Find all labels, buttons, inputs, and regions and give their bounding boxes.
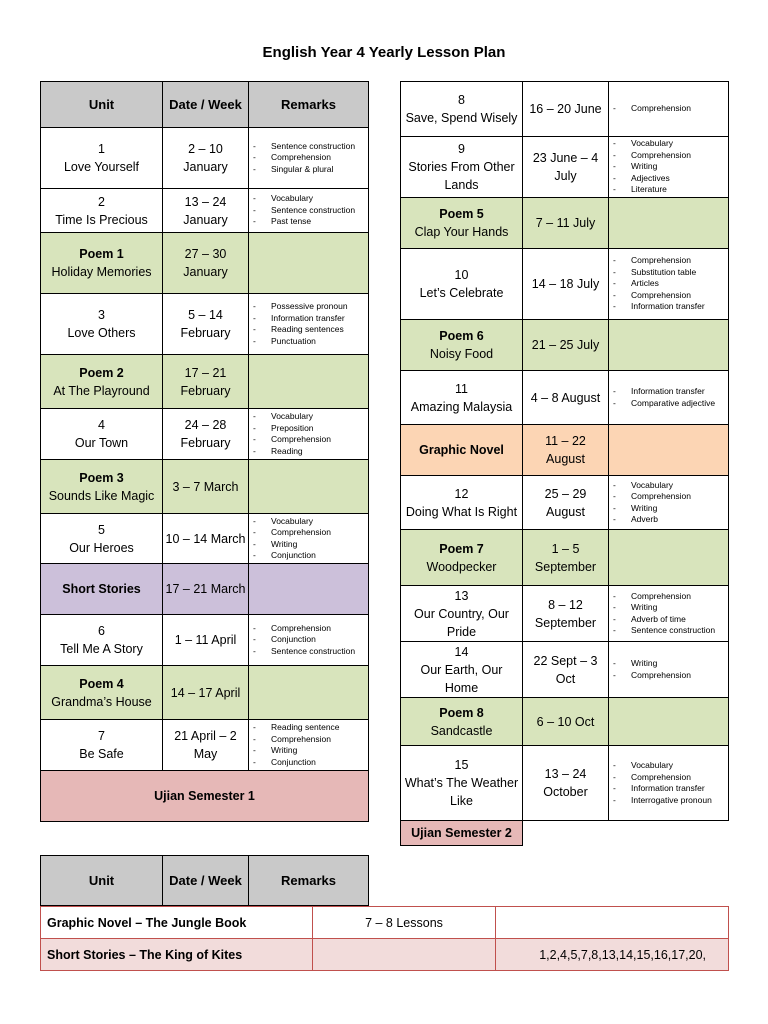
unit-number: 5	[98, 522, 105, 537]
remarks-cell	[249, 460, 369, 514]
remark-item: - Comprehension	[253, 152, 366, 164]
unit-cell	[401, 586, 523, 642]
remark-item: - Sentence construction	[253, 141, 366, 153]
bottom-header-table	[40, 855, 369, 906]
bottom-remarks-header: Remarks	[249, 856, 369, 906]
remark-item: - Writing	[613, 161, 726, 173]
remark-item: - Conjunction	[253, 634, 366, 646]
unit-title: What’s The Weather Like	[404, 776, 519, 808]
unit-title: Our Country, Our Pride	[414, 606, 509, 639]
unit-number: 9	[458, 142, 465, 156]
unit-cell	[41, 615, 163, 666]
remark-item: - Comprehension	[253, 623, 366, 635]
unit-title: Noisy Food	[429, 347, 494, 361]
unit-title: Our Earth, Our Home	[420, 662, 503, 695]
remark-item: - Conjunction	[253, 550, 366, 562]
remark-item: - Conjunction	[253, 757, 366, 769]
remark-item: - Writing	[613, 658, 726, 670]
remarks-cell	[609, 198, 729, 249]
remarks-cell	[249, 564, 369, 615]
date-cell: 17 – 21 March	[163, 564, 249, 615]
remark-item: - Information transfer	[613, 301, 726, 313]
unit-title: Grandma’s House	[51, 694, 152, 709]
remark-item: - Vocabulary	[613, 760, 726, 772]
literature-lessons: 7 – 8 Lessons	[313, 907, 496, 939]
literature-lessons	[313, 939, 496, 971]
date-cell: 22 Sept – 3 Oct	[523, 642, 609, 698]
remarks-cell	[609, 371, 729, 425]
unit-title: Woodpecker	[426, 559, 497, 574]
remark-item: - Adverb	[613, 514, 726, 526]
remark-item: - Information transfer	[613, 783, 726, 795]
literature-units: 1,2,4,5,7,8,13,14,15,16,17,20,	[496, 939, 729, 971]
remarks-list	[613, 386, 726, 409]
lesson-row	[401, 82, 729, 137]
unit-title: Our Town	[74, 436, 129, 450]
lesson-row	[401, 642, 729, 698]
date-cell: 8 – 12 September	[523, 586, 609, 642]
unit-number: 13	[454, 588, 469, 603]
unit-cell	[41, 666, 163, 720]
remarks-list	[613, 658, 726, 681]
date-cell: 17 – 21 February	[163, 355, 249, 409]
unit-number: Short Stories	[62, 582, 141, 596]
right-lesson-table	[400, 81, 729, 846]
unit-title: Amazing Malaysia	[410, 399, 513, 414]
remarks-cell	[609, 249, 729, 320]
unit-number: Poem 5	[439, 207, 484, 221]
unit-title: Time Is Precious	[55, 212, 148, 227]
date-cell: 1 – 11 April	[163, 615, 249, 666]
unit-cell	[41, 514, 163, 564]
unit-number: Poem 1	[79, 247, 124, 261]
unit-number: 3	[98, 308, 105, 322]
remarks-cell	[609, 425, 729, 476]
remark-item: - Literature	[613, 184, 726, 196]
remarks-list	[613, 138, 726, 196]
remark-item: - Sentence construction	[613, 625, 726, 637]
date-cell: 6 – 10 Oct	[523, 698, 609, 746]
lesson-row	[401, 425, 729, 476]
unit-cell	[41, 409, 163, 460]
remarks-header: Remarks	[249, 82, 369, 128]
lesson-row	[41, 771, 369, 822]
remarks-cell	[609, 137, 729, 198]
lesson-row	[41, 355, 369, 409]
lesson-row	[401, 371, 729, 425]
date-header: Date / Week	[163, 82, 249, 128]
remarks-list	[613, 103, 726, 115]
unit-cell	[401, 371, 523, 425]
empty-cell	[523, 821, 729, 846]
remarks-cell	[609, 586, 729, 642]
remark-item: - Writing	[253, 745, 366, 757]
unit-title: Let’s Celebrate	[419, 286, 504, 300]
remark-item: - Information transfer	[253, 313, 366, 325]
remark-item: - Comprehension	[253, 434, 366, 446]
unit-number: 8	[458, 93, 465, 107]
remark-item: - Comprehension	[253, 734, 366, 746]
unit-number: 4	[98, 418, 105, 432]
unit-title: Be Safe	[79, 747, 124, 761]
unit-number: 1	[98, 142, 105, 156]
bottom-unit-header: Unit	[41, 856, 163, 906]
lesson-row	[41, 514, 369, 564]
date-cell: 14 – 17 April	[163, 666, 249, 720]
lesson-row	[41, 460, 369, 514]
unit-cell	[401, 530, 523, 586]
literature-title: Graphic Novel – The Jungle Book	[41, 907, 313, 939]
date-cell: 2 – 10 January	[163, 128, 249, 189]
literature-title: Short Stories – The King of Kites	[41, 939, 313, 971]
remarks-cell	[609, 530, 729, 586]
lesson-row	[401, 249, 729, 320]
unit-number: Poem 3	[79, 470, 124, 485]
lesson-row	[41, 720, 369, 771]
remarks-list	[613, 480, 726, 526]
unit-cell	[41, 564, 163, 615]
remark-item: - Comprehension	[613, 290, 726, 302]
remarks-list	[613, 591, 726, 637]
date-cell: 21 April – 2 May	[163, 720, 249, 771]
unit-cell	[401, 198, 523, 249]
unit-title: Save, Spend Wisely	[405, 111, 518, 125]
unit-cell	[41, 460, 163, 514]
remarks-cell	[609, 476, 729, 530]
left-lesson-table	[40, 81, 369, 822]
unit-number: Poem 6	[439, 329, 484, 343]
unit-number: 11	[455, 381, 468, 396]
unit-cell	[401, 425, 523, 476]
date-cell: 4 – 8 August	[523, 371, 609, 425]
unit-number: Graphic Novel	[419, 443, 504, 457]
date-cell: 21 – 25 July	[523, 320, 609, 371]
remark-item: - Reading sentences	[253, 324, 366, 336]
remarks-cell	[249, 615, 369, 666]
exam-cell: Ujian Semester 2	[401, 821, 523, 846]
remark-item: - Comprehension	[613, 772, 726, 784]
remarks-cell	[609, 82, 729, 137]
date-cell: 13 – 24 October	[523, 746, 609, 821]
unit-number: 10	[454, 268, 469, 282]
remarks-cell	[249, 294, 369, 355]
lesson-row	[401, 137, 729, 198]
remark-item: - Interrogative pronoun	[613, 795, 726, 807]
remarks-cell	[249, 233, 369, 294]
remark-item: - Vocabulary	[253, 193, 366, 205]
unit-cell	[41, 355, 163, 409]
remark-item: - Vocabulary	[253, 516, 366, 528]
unit-title: Clap Your Hands	[414, 225, 509, 239]
lesson-row	[401, 698, 729, 746]
exam-cell: Ujian Semester 1	[41, 771, 369, 822]
unit-cell	[401, 137, 523, 198]
lesson-row	[401, 198, 729, 249]
unit-title: Our Heroes	[69, 540, 134, 555]
remarks-cell	[249, 355, 369, 409]
remarks-list	[253, 623, 366, 658]
remark-item: - Writing	[613, 503, 726, 515]
unit-title: Tell Me A Story	[60, 642, 143, 656]
remark-item: - Vocabulary	[613, 138, 726, 150]
unit-cell	[401, 476, 523, 530]
remark-item: - Comprehension	[613, 150, 726, 162]
remark-item: - Sentence construction	[253, 205, 366, 217]
remark-item: - Writing	[613, 602, 726, 614]
remark-item: - Comprehension	[613, 591, 726, 603]
unit-cell	[41, 720, 163, 771]
date-cell: 7 – 11 July	[523, 198, 609, 249]
remarks-cell	[249, 189, 369, 233]
date-cell: 27 – 30 January	[163, 233, 249, 294]
unit-title: Stories From Other Lands	[408, 160, 515, 192]
literature-row-short-stories	[41, 939, 729, 971]
remarks-cell	[249, 409, 369, 460]
unit-title: Love Others	[67, 326, 136, 340]
remark-item: - Reading	[253, 446, 366, 458]
remarks-list	[253, 722, 366, 768]
unit-number: 7	[98, 729, 105, 743]
remark-item: - Comprehension	[613, 103, 726, 115]
remark-item: - Articles	[613, 278, 726, 290]
remark-item: - Comprehension	[613, 670, 726, 682]
literature-table	[40, 906, 729, 971]
unit-cell	[41, 233, 163, 294]
remarks-cell	[609, 746, 729, 821]
remark-item: - Adjectives	[613, 173, 726, 185]
lesson-row	[41, 666, 369, 720]
literature-units	[496, 907, 729, 939]
remarks-cell	[609, 320, 729, 371]
lesson-row	[401, 586, 729, 642]
unit-header: Unit	[41, 82, 163, 128]
lesson-row	[41, 189, 369, 233]
remark-item: - Substitution table	[613, 267, 726, 279]
lesson-row	[401, 320, 729, 371]
unit-number: Poem 2	[79, 365, 124, 380]
bottom-header-row	[41, 856, 369, 906]
remark-item: - Preposition	[253, 423, 366, 435]
date-cell: 5 – 14 February	[163, 294, 249, 355]
remark-item: - Comprehension	[613, 491, 726, 503]
header-row	[41, 82, 369, 128]
remarks-cell	[249, 666, 369, 720]
unit-cell	[41, 294, 163, 355]
remark-item: - Vocabulary	[253, 411, 366, 423]
remarks-cell	[249, 720, 369, 771]
remark-item: - Writing	[253, 539, 366, 551]
page-title: English Year 4 Yearly Lesson Plan	[262, 44, 506, 61]
lesson-row	[401, 476, 729, 530]
remark-item: - Comprehension	[253, 527, 366, 539]
unit-number: 15	[454, 758, 469, 772]
remark-item: - Comparative adjective	[613, 398, 726, 410]
lesson-row	[401, 746, 729, 821]
remarks-list	[253, 193, 366, 228]
lesson-row	[41, 233, 369, 294]
remarks-list	[613, 760, 726, 806]
unit-number: 12	[454, 486, 469, 501]
date-cell: 1 – 5 September	[523, 530, 609, 586]
date-cell: 3 – 7 March	[163, 460, 249, 514]
unit-number: Poem 8	[439, 705, 484, 720]
unit-cell	[401, 82, 523, 137]
date-cell: 24 – 28 February	[163, 409, 249, 460]
remark-item: - Past tense	[253, 216, 366, 228]
unit-number: 6	[98, 624, 105, 638]
date-cell: 25 – 29 August	[523, 476, 609, 530]
unit-cell	[401, 698, 523, 746]
date-cell: 14 – 18 July	[523, 249, 609, 320]
remarks-cell	[249, 128, 369, 189]
date-cell: 10 – 14 March	[163, 514, 249, 564]
remark-item: - Sentence construction	[253, 646, 366, 658]
unit-number: 2	[98, 194, 105, 209]
lesson-row	[41, 564, 369, 615]
date-cell: 11 – 22 August	[523, 425, 609, 476]
unit-title: Love Yourself	[63, 160, 140, 174]
literature-row-graphic-novel	[41, 907, 729, 939]
lesson-row	[401, 821, 729, 846]
remarks-list	[253, 141, 366, 176]
date-cell: 13 – 24 January	[163, 189, 249, 233]
unit-number: 14	[454, 644, 469, 659]
unit-title: At The Playround	[53, 383, 150, 398]
remark-item: - Information transfer	[613, 386, 726, 398]
remarks-list	[253, 411, 366, 457]
unit-title: Holiday Memories	[51, 265, 152, 279]
remark-item: - Possessive pronoun	[253, 301, 366, 313]
remarks-list	[253, 301, 366, 347]
remark-item: - Singular & plural	[253, 164, 366, 176]
remarks-list	[613, 255, 726, 313]
remark-item: - Comprehension	[613, 255, 726, 267]
remark-item: - Punctuation	[253, 336, 366, 348]
unit-number: Poem 4	[79, 676, 124, 691]
unit-title: Sandcastle	[430, 723, 493, 738]
remarks-cell	[609, 698, 729, 746]
date-cell: 16 – 20 June	[523, 82, 609, 137]
unit-cell	[41, 128, 163, 189]
remarks-list	[253, 516, 366, 562]
unit-title: Doing What Is Right	[405, 504, 518, 519]
lesson-row	[41, 294, 369, 355]
remarks-cell	[249, 514, 369, 564]
lesson-row	[41, 409, 369, 460]
bottom-date-header: Date / Week	[163, 856, 249, 906]
remark-item: - Reading sentence	[253, 722, 366, 734]
remark-item: - Adverb of time	[613, 614, 726, 626]
unit-cell	[401, 320, 523, 371]
lesson-row	[41, 128, 369, 189]
remarks-cell	[609, 642, 729, 698]
unit-cell	[401, 642, 523, 698]
unit-number: Poem 7	[439, 541, 484, 556]
lesson-row	[41, 615, 369, 666]
unit-cell	[401, 249, 523, 320]
lesson-row	[401, 530, 729, 586]
unit-cell	[41, 189, 163, 233]
unit-cell	[401, 746, 523, 821]
unit-title: Sounds Like Magic	[48, 488, 155, 503]
date-cell: 23 June – 4 July	[523, 137, 609, 198]
remark-item: - Vocabulary	[613, 480, 726, 492]
